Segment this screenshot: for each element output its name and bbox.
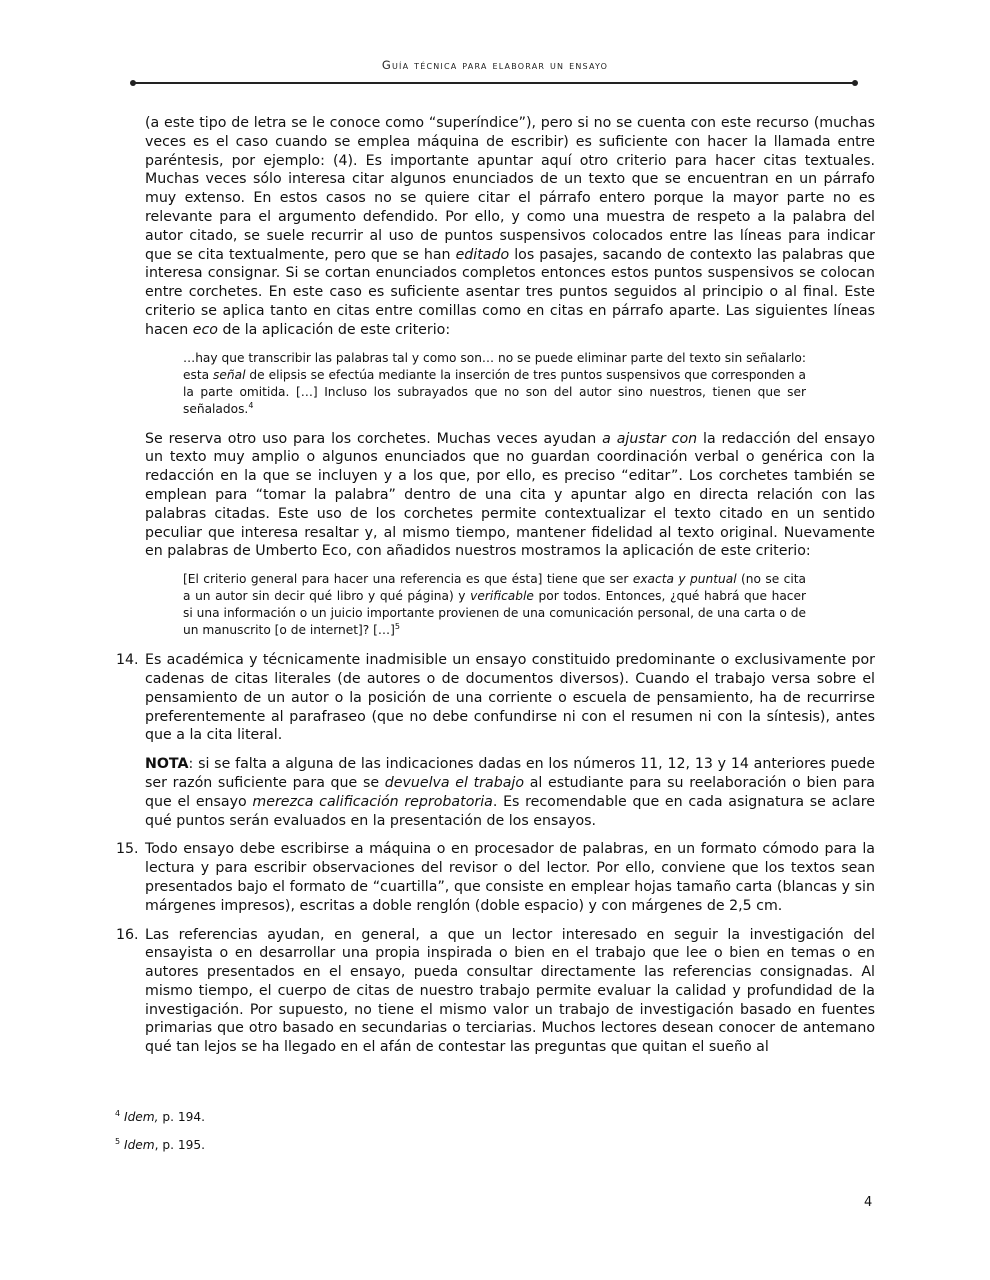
text-run: de elipsis se efectúa mediante la inserción de tres puntos suspensivos que corresponden a la parte omitida. […] Incluso los subrayados que no son del autor sino nuestros, tienen que ser señalados.	[183, 367, 806, 416]
text-run: . Es recomendable que en cada asignatura se aclare qué puntos serán evaluados en la presentación de los ensayos.	[145, 793, 875, 829]
text-run: [El criterio general para hacer una referencia es que ésta] tiene que ser	[183, 572, 633, 587]
list-item-14	[116, 651, 875, 745]
text-run: p. 194.	[158, 1110, 206, 1124]
text-run: …hay que transcribir las palabras tal y como son… no se puede eliminar parte del texto sin señalarlo: esta	[183, 350, 806, 382]
paragraph-brackets	[145, 430, 875, 562]
list-number: 16.	[116, 926, 139, 943]
text-run: la redacción del ensayo un texto muy amplio o algunos enunciados que no guardan coordinación verbal o genérica con la redacción en la que se incluyen y a los que, por ello, es preciso “editar”. Los corchetes también se emplean para “tomar la palabra” dentro de una cita y apuntar algo en directa relación con las palabras citadas. Este uso de los corchetes permite contextualizar el texto citado en un sentido peculiar que interesa resaltar y, al mismo tiempo, mantener fidelidad al texto original. Nuevamente en palabras de Umberto Eco, con añadidos nuestros mostramos la aplicación de este criterio:	[145, 430, 875, 560]
list-number: 15.	[116, 841, 139, 858]
text-run: al estudiante para su reelaboración o bien para que el ensayo	[145, 774, 875, 810]
text-run: por todos. Entonces, ¿qué habrá que hacer si una información o un juicio importante provienen de una comunicación personal, de una carta o de un manuscrito [o de internet]? […]	[183, 589, 806, 638]
block-quote-eco	[183, 571, 806, 639]
body-content	[116, 114, 875, 1067]
italic-text: merezca calificación reprobatoria	[252, 793, 493, 810]
paragraph-citation-criteria	[145, 114, 875, 340]
header-rule	[133, 82, 856, 84]
footnote-ref: 4	[115, 1108, 121, 1118]
footnote-4	[115, 1110, 205, 1124]
list-item-text	[145, 652, 875, 743]
bold-text: NOTA	[145, 756, 189, 773]
italic-text: señal	[213, 367, 246, 382]
italic-text: Idem	[123, 1138, 155, 1152]
header-rule-right-dot	[852, 80, 858, 86]
italic-text: verificable	[470, 589, 534, 604]
italic-text: devuelva el trabajo	[384, 774, 525, 791]
page-number: 4	[864, 1195, 873, 1210]
text-run: los pasajes, sacando de contexto las palabras que interesa consignar. Si se cortan enunciados completos entonces estos puntos suspensivos se colocan entre corchetes. En este caso es suficiente asentar tres puntos seguidos al principio o al final. Este criterio se aplica tanto en citas entre comillas como en citas en párrafo aparte. Las siguientes líneas hacen	[145, 246, 875, 338]
text-run: Es académica y técnicamente inadmisible un ensayo constituido predominante o exclusivamente por cadenas de citas literales (de autores o de documentos diversos). Cuando el trabajo versa sobre el pensamiento de un autor o la posición de una corriente o escuela de pensamiento, ha de recurrirse preferentemente al parafraseo (que no debe confundirse ni con el resumen ni con la síntesis), antes que a la cita literal.	[145, 652, 875, 744]
text-run: de la aplicación de este criterio:	[217, 321, 451, 338]
note-paragraph	[145, 755, 875, 830]
italic-text: a ajustar con	[602, 430, 698, 447]
text-run: (a este tipo de letra se le conoce como “superíndice”), pero si no se cuenta con este recurso (muchas veces es el caso cuando se emplea máquina de escribir) es suficiente con hacer la llamada entre paréntesis, por ejemplo: (4). Es importante apuntar aquí otro criterio para hacer citas textuales. Muchas veces sólo interesa citar algunos enunciados de un texto que se encuentran en un párrafo muy extenso. En estos casos no se quiere citar el párrafo entero porque la mayor parte no es relevante para el argumento defendido. Por ello, y como una muestra de respeto a la palabra del autor citado, se suele recurrir al uso de puntos suspensivos colocados entre las líneas para indicar que se cita textualmente, pero que se han	[145, 115, 875, 263]
list-item-text	[145, 841, 875, 913]
footnote-ref: 5	[394, 622, 400, 632]
footnote-ref: 5	[115, 1136, 121, 1146]
list-item-15	[116, 840, 875, 915]
header-rule-left-dot	[130, 80, 136, 86]
text-run: : si se falta a alguna de las indicaciones dadas en los números 11, 12, 13 y 14 anteriores puede ser razón suficiente para que se	[145, 756, 875, 791]
text-run: Se reserva otro uso para los corchetes. Muchas veces ayudan	[145, 430, 603, 447]
list-item-16	[116, 926, 875, 1058]
text-run: Todo ensayo debe escribirse a máquina o en procesador de palabras, en un formato cómodo para la lectura y para escribir observaciones del revisor o del lector. Por ello, conviene que los textos sean presentados bajo el formato de “cuartilla”, que consiste en emplear hojas tamaño carta (blancas y sin márgenes impresos), escritas a doble renglón (doble espacio) y con márgenes de 2,5 cm.	[145, 841, 875, 914]
footnote-5	[115, 1138, 205, 1152]
italic-text: eco	[192, 321, 218, 338]
footnote-ref: 4	[248, 400, 254, 410]
italic-text: Idem,	[123, 1110, 159, 1124]
italic-text: editado	[455, 246, 510, 263]
text-run: Las referencias ayudan, en general, a que un lector interesado en seguir la investigación del ensayista o en desarrollar una propia inspirada o bien en el trabajo que lee o bien en temas o en autores presentados en el ensayo, pueda consultar directamente las referencias consignadas. Al mismo tiempo, el cuerpo de citas de nuestro trabajo permite evaluar la calidad y profundidad de la investigación. Por supuesto, no tiene el mismo valor un trabajo de investigación basado en fuentes primarias que otro basado en secundarias o terciarias. Muchos lectores desean conocer de antemano qué tan lejos se ha llegado en el afán de contestar las preguntas que quitan el sueño al	[145, 926, 875, 1056]
text-run: , p. 195.	[154, 1138, 206, 1152]
list-number: 14.	[116, 652, 139, 669]
italic-text: exacta y puntual	[632, 572, 737, 587]
list-item-text	[145, 927, 875, 1056]
block-quote-ellipsis	[183, 350, 806, 418]
running-header: Guía técnica para elaborar un ensayo	[381, 58, 609, 72]
text-run: (no se cita a un autor sin decir qué libro y qué página) y	[183, 572, 806, 604]
